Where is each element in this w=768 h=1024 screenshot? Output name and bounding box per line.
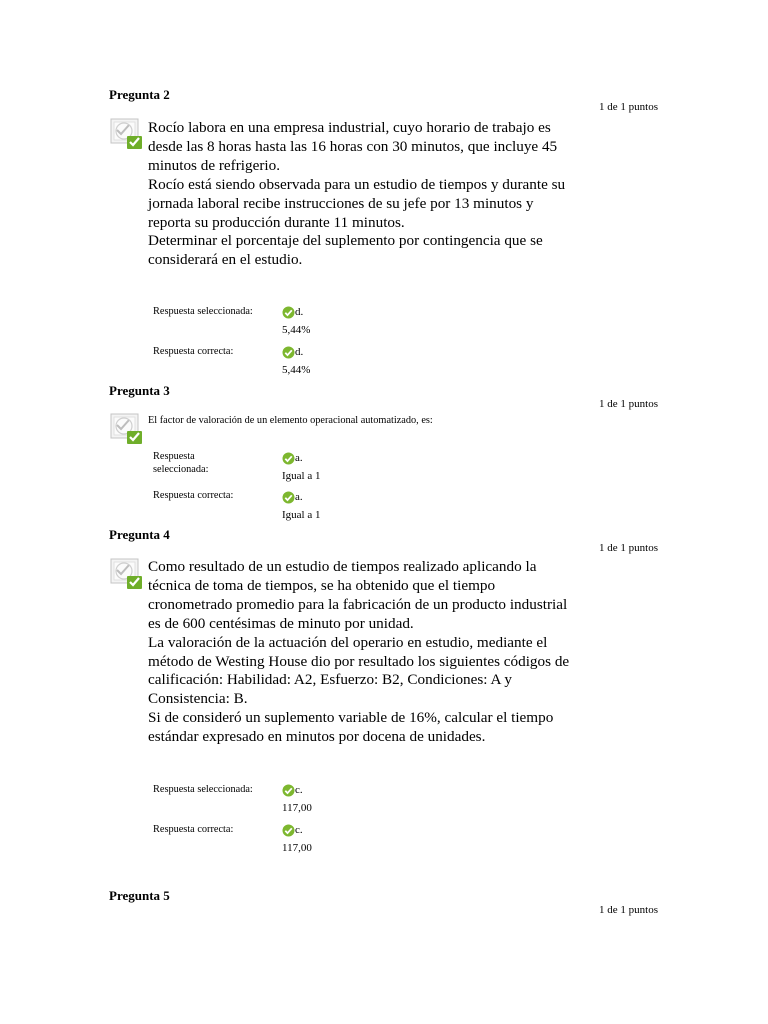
question-title: Pregunta 5 [109,888,170,903]
correct-answer [282,490,320,522]
graded-question-icon [110,117,144,151]
answer-letter: d. [295,346,304,358]
answer-letter: a. [295,491,303,503]
question-title: Pregunta 2 [109,87,170,102]
answer-value: Igual a 1 [282,508,321,521]
question-text: El factor de valoración de un elemento operacional automatizado, es: [148,415,433,426]
selected-answer-label: Respuesta seleccionada: [153,784,253,795]
question-text: Rocío labora en una empresa industrial, cuyo horario de trabajo es desde las 8 horas hasta las 16 horas con 30 minutos, que incluye 45 minutos de refrigerio. Rocío está siendo observada para un estudio de tiempos y durante su jornada laboral recibe instrucciones de su jefe por 13 minutos y reporta su producción durante 11 minutos. Determinar el porcentaje del suplemento por contingencia que se considerará en el estudio. [148,119,566,269]
correct-check-icon [282,784,295,797]
answer-value: 117,00 [282,801,312,814]
selected-answer-label: Respuesta seleccionada: [153,306,253,317]
selected-answer [282,305,310,337]
correct-check-icon [282,306,295,319]
correct-answer-label: Respuesta correcta: [153,346,234,357]
correct-answer [282,823,312,855]
answer-letter: a. [295,452,303,464]
correct-check-icon [282,346,295,359]
selected-answer-label: Respuesta seleccionada: [153,451,209,475]
correct-answer-label: Respuesta correcta: [153,490,234,501]
answer-value: 5,44% [282,363,311,376]
correct-check-icon [282,491,295,504]
answer-value: Igual a 1 [282,469,321,482]
graded-question-icon [110,557,144,591]
question-title: Pregunta 3 [109,383,170,398]
question-points: 1 de 1 puntos [599,101,658,113]
answer-value: 117,00 [282,841,312,854]
graded-question-icon [110,412,144,446]
question-points: 1 de 1 puntos [599,542,658,554]
answer-letter: d. [295,306,304,318]
answer-letter: c. [295,784,303,796]
answer-value: 5,44% [282,323,311,336]
question-points: 1 de 1 puntos [599,398,658,410]
correct-answer [282,345,310,377]
selected-answer [282,783,312,815]
selected-answer [282,451,320,483]
correct-check-icon [282,824,295,837]
question-title: Pregunta 4 [109,527,170,542]
correct-check-icon [282,452,295,465]
question-points: 1 de 1 puntos [599,904,658,916]
answer-letter: c. [295,824,303,836]
correct-answer-label: Respuesta correcta: [153,824,234,835]
question-text: Como resultado de un estudio de tiempos realizado aplicando la técnica de toma de tiempos, se ha obtenido que el tiempo cronometrado promedio para la fabricación de un producto industrial es de 600 centésimas de minuto por unidad. La valoración de la actuación del operario en estudio, mediante el método de Westing House dio por resultado los siguientes códigos de calificación: Habilidad: A2, Esfuerzo: B2, Condiciones: A y Consistencia: B. Si de consideró un suplemento variable de 16%, calcular el tiempo estándar expresado en minutos por docena de unidades. [148,558,570,746]
